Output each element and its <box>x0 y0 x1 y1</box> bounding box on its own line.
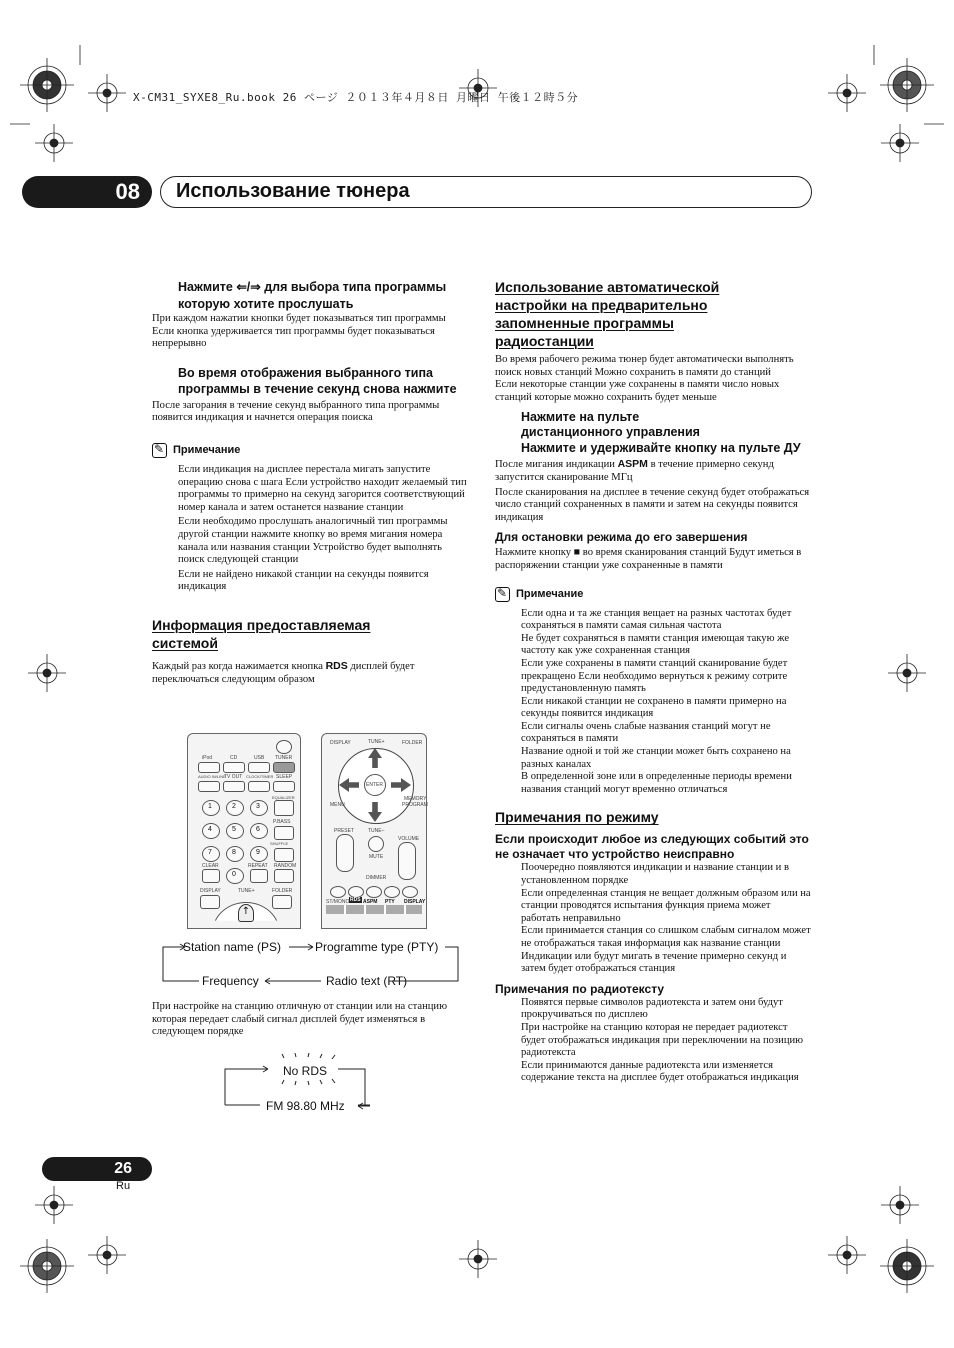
note-item: Если индикация на дисплее перестала мигать запустите операцию снова с шага Если устройство находит желаемый тип программы то примерно на секунд загорится соответствующий номер канала и затем останется название станции <box>178 463 467 513</box>
flow-diagram-arrows <box>155 935 465 990</box>
tuner-button[interactable] <box>273 762 295 773</box>
step-1-heading: Нажмите ⇐/⇒ для выбора типа программы которую хотите прослушать <box>178 280 447 311</box>
transport-pause-button[interactable] <box>384 886 400 898</box>
remote-label: USB <box>254 755 265 761</box>
radiotext-item: При настройке на станцию которая не передает радиотекст будет отображаться индикация при переключении на позицию радиотекста <box>521 1021 804 1059</box>
page-number: 26 <box>42 1157 152 1181</box>
remote-label: MUTE <box>369 854 384 860</box>
note-item: Если сигналы очень слабые названия станций могут не сохраняться в памяти <box>521 720 771 745</box>
random-button[interactable] <box>274 869 294 883</box>
remote-label: VOLUME <box>398 836 420 842</box>
radiotext-item: Появятся первые символов радиотекста и затем они будут прокручиваться по дисплею <box>521 996 783 1021</box>
step-2-body-b: в течение примерно секунд запустится сканирование МГц <box>495 459 774 483</box>
note-list <box>152 464 468 594</box>
digit-label: 0 <box>232 871 236 878</box>
flow-station-name: Station name (PS) <box>183 940 282 954</box>
digit-5-button[interactable] <box>226 823 244 839</box>
usb-button[interactable] <box>248 762 270 773</box>
display-button[interactable] <box>200 895 220 909</box>
remote-label: SHUFFLE <box>270 841 289 846</box>
function-key-row <box>326 905 422 914</box>
folder-button[interactable] <box>272 895 292 909</box>
remote-label: AUDIO IN/LINE <box>198 774 226 779</box>
digit-9-button[interactable] <box>250 846 268 862</box>
note-item: В определенной зоне или в определенные периоды времени названия станций могут временно отличаться <box>521 771 792 795</box>
note-item: Если не найдено никакой станции на секунды появится индикация <box>178 568 429 593</box>
digit-label: 6 <box>256 826 260 833</box>
step-2-body: После загорания в течение секунд выбранного типа программы появится индикация и начнется операция поиска <box>152 399 440 424</box>
ipod-button[interactable] <box>198 762 220 773</box>
equalizer-button[interactable] <box>274 800 294 816</box>
remote-label: iPod <box>202 755 213 761</box>
cd-button[interactable] <box>223 762 245 773</box>
remote-label: CLOCK/TIMER <box>246 774 274 779</box>
remote-label: TV OUT <box>224 774 243 780</box>
note-pencil-icon <box>495 587 510 602</box>
mute-button[interactable] <box>368 836 384 852</box>
intro-paragraph: Если некоторые станции уже сохранены в памяти число новых станций которые можно сохранить будет меньше <box>495 379 780 403</box>
radiotext-list <box>495 997 811 1085</box>
digit-3-button[interactable] <box>250 800 268 816</box>
clear-button[interactable] <box>202 869 220 883</box>
flow-radio-text: Radio text (RT) <box>326 974 408 988</box>
rds-key-highlight[interactable]: RDS <box>350 897 361 903</box>
chapter-number: 08 <box>22 176 152 208</box>
clock-timer-button[interactable] <box>248 781 270 792</box>
transport-play-button[interactable] <box>366 886 382 898</box>
remote-label: TUNE+ <box>368 739 385 745</box>
remote-label: TUNE+ <box>238 888 255 894</box>
freq-return-arrow <box>356 1099 376 1113</box>
remote-right-illustration <box>321 733 427 929</box>
digit-label: 9 <box>256 849 260 856</box>
volume-rocker[interactable] <box>398 842 416 880</box>
transport-ff-button[interactable] <box>402 886 418 898</box>
tv-out-button[interactable] <box>223 781 245 792</box>
tune-plus-up-arrow-icon[interactable]: ↑ <box>238 904 254 922</box>
remote-label: REPEAT <box>248 863 268 869</box>
file-header: X-CM31_SYXE8_Ru.book 26 ページ ２０１３年４月８日 月曜日 午後１２時５分 <box>133 91 579 104</box>
note-label: Примечание <box>173 444 241 457</box>
event-item: Поочередно появляются индикации и название станции и в установленном порядке <box>521 862 789 887</box>
remote-label: P.BASS <box>273 819 291 825</box>
remote-label: TUNER <box>275 755 293 761</box>
step-2-body-a: После мигания индикации <box>495 459 615 471</box>
remote-label: DISPLAY <box>200 888 221 894</box>
remote-label: ENTER <box>366 782 383 788</box>
events-list <box>495 862 811 975</box>
note-pencil-icon <box>152 443 167 458</box>
step-1-heading: Нажмите на пульте дистанционного управления <box>521 410 700 440</box>
step-2-heading: Во время отображения выбранного типа программы в течение секунд снова нажмите <box>178 365 457 397</box>
note-header <box>495 587 811 602</box>
right-column <box>495 278 811 1085</box>
step-2-heading: Нажмите и удерживайте кнопку на пульте ДУ <box>521 441 801 456</box>
digit-label: 7 <box>208 849 212 856</box>
note-list <box>495 608 811 797</box>
chapter-title: Использование тюнера <box>176 180 410 202</box>
audio-in-button[interactable] <box>198 781 220 792</box>
remote-label: ST/MONO <box>326 899 350 905</box>
section-title-rds-info: Информация предоставляемая системой <box>152 616 371 651</box>
remote-label: CD <box>230 755 238 761</box>
shuffle-button[interactable] <box>274 848 294 862</box>
digit-label: 2 <box>232 803 236 810</box>
remote-label: EQUALIZER <box>272 795 295 800</box>
remote-label: RANDOM <box>274 863 297 869</box>
digit-8-button[interactable] <box>226 846 244 862</box>
event-item: Если принимается станция со слишком слабым сигналом может не отображаться такая информация как название станции <box>521 925 811 949</box>
event-item: Если определенная станция не вещает должным образом или на станции проводятся испытания функция приема может работать неправильно <box>521 887 811 924</box>
digit-label: 4 <box>208 826 212 833</box>
remote-label: FOLDER <box>402 740 423 746</box>
remote-left-illustration <box>187 733 301 929</box>
digit-2-button[interactable] <box>226 800 244 816</box>
remote-label: ASPM <box>363 899 378 905</box>
section-body <box>152 660 468 686</box>
remote-label: SLEEP <box>276 774 293 780</box>
digit-label: 8 <box>232 849 236 856</box>
eject-button[interactable] <box>276 740 292 754</box>
pbass-button[interactable] <box>274 826 294 840</box>
digit-label: 5 <box>232 826 236 833</box>
intro-paragraph: Во время рабочего режима тюнер будет автоматически выполнять поиск новых станций Можно сохранить в памяти до станций <box>495 354 794 378</box>
section-body-b: дисплей будет переключаться следующим образом <box>152 660 415 685</box>
section-title-aspm: Использование автоматической настройки на предварительно запомненные программы радиостанции <box>495 279 720 349</box>
radiotext-title: Примечания по радиотексту <box>495 981 665 996</box>
remote-label: CLEAR <box>202 863 219 869</box>
flow-body: При настройке на станцию отличную от станции или на станцию которая передает слабый сигнал дисплей будет изменяться в следующем порядке <box>152 1001 447 1038</box>
remote-label: DIMMER <box>366 875 387 881</box>
note-header <box>152 443 468 458</box>
remote-label: FOLDER <box>272 888 293 894</box>
frequency-label: FM 98.80 MHz <box>266 1099 345 1113</box>
stop-body: Нажмите кнопку ■ во время сканирования станций Будут иметься в распоряжении станции уже сохраненные в памяти <box>495 547 802 571</box>
note-item: Если одна и та же станция вещает на разных частотах будет сохраняться в памяти самая сильная частота <box>521 607 792 632</box>
repeat-button[interactable] <box>250 869 268 883</box>
preset-rocker[interactable] <box>336 834 354 872</box>
page-language: Ru <box>116 1180 131 1192</box>
note-item: Не будет сохраняться в памяти станция имеющая такую же частоту как уже сохраненная станция <box>521 632 790 657</box>
remote-label: TUNE– <box>368 828 385 834</box>
no-rds-label: No RDS <box>283 1064 328 1078</box>
note-label: Примечание <box>516 588 584 601</box>
section-title-mode-notes: Примечания по режиму <box>495 809 659 826</box>
step-2-body-c: После сканирования на дисплее в течение секунд будет отображаться число станций сохраненных в памяти и затем на секунды появится индикация <box>495 486 810 523</box>
note-item: Название одной и той же станции может быть сохранено на разных каналах <box>521 746 791 770</box>
step-1-body: При каждом нажатии кнопки будет показываться тип программы Если кнопка удерживается тип программы будет показываться непрерывно <box>152 313 446 350</box>
remote-label: DISPLAY <box>404 899 426 905</box>
remote-label: MEMORY <box>404 796 427 802</box>
events-title: Если происходит любое из следующих событий это не означает что устройство неисправно <box>495 832 809 862</box>
digit-label: 1 <box>208 803 212 810</box>
note-item: Если необходимо прослушать аналогичный тип программы другой станции нажмите кнопку во время мигания номера канала или названия станции Устройство будет выполнять поиск следующей станции <box>178 516 448 566</box>
digit-label: 3 <box>256 803 260 810</box>
event-item: Индикации или будут мигать в течение примерно секунд и затем будет отображаться станция <box>521 950 787 975</box>
left-column <box>152 279 468 686</box>
flow-programme-type: Programme type (PTY) <box>315 940 439 954</box>
digit-6-button[interactable] <box>250 823 268 839</box>
transport-rew-button[interactable] <box>330 886 346 898</box>
remote-label: PROGRAM <box>402 802 428 808</box>
section-body-a: Каждый раз когда нажимается кнопка <box>152 660 323 672</box>
note-item: Если никакой станции не сохранено в памяти примерно на секунды появится индикация <box>521 695 787 720</box>
flow-frequency: Frequency <box>202 974 259 988</box>
sleep-button[interactable] <box>273 781 295 792</box>
digit-7-button[interactable] <box>202 846 220 862</box>
digit-1-button[interactable] <box>202 800 220 816</box>
step-2-body <box>495 458 811 484</box>
aspm-indicator: ASPM <box>617 458 648 471</box>
rds-key: RDS <box>325 659 348 672</box>
stop-title: Для остановки режима до его завершения <box>495 530 748 545</box>
remote-label: MENU <box>330 802 345 808</box>
remote-label: PTY <box>385 899 395 905</box>
digit-4-button[interactable] <box>202 823 220 839</box>
note-item: Если уже сохранены в памяти станций сканирование будет прекращено Если необходимо вернуться к режиму сотрите предустановленную память <box>521 657 788 695</box>
remote-label: PRESET <box>334 828 355 834</box>
digit-0-button[interactable] <box>226 868 244 884</box>
radiotext-item: Если принимаются данные радиотекста или изменяется содержание текста на дисплее будет отображаться индикация <box>521 1059 799 1084</box>
remote-label: DISPLAY <box>330 740 351 746</box>
